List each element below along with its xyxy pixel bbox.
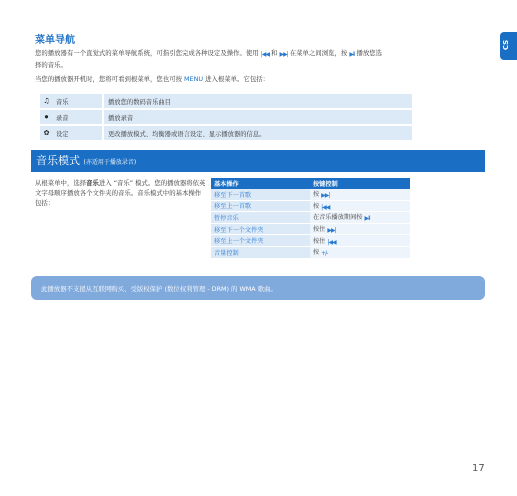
table-row: 移至下一个文件夹 按住 ▶▶| <box>211 223 410 235</box>
gear-icon: ✿ <box>40 125 53 141</box>
root-menu-paragraph: 当您的播放器开机时，您将可看到根菜单，您也可按 MENU 进入根菜单。它包括： <box>35 75 269 83</box>
root-menu-table <box>40 94 412 142</box>
next-icon: ▶▶| <box>279 51 288 58</box>
section-title: 音乐模式 <box>36 154 80 167</box>
menu-row-music: ♫ 音乐 播放您的数码音乐曲目 <box>40 94 412 109</box>
next-icon: ▶▶| <box>327 227 336 235</box>
music-mode-paragraph: 从根菜单中，选择音乐进入 “音乐” 模式。您的播放器将依英文字母顺序播放各个文件夹的音乐。音乐模式中的基本操作包括： <box>35 179 206 207</box>
section-banner <box>31 150 485 172</box>
language-tab: CS <box>500 32 517 60</box>
microphone-icon: ⏺ <box>40 109 53 125</box>
basic-operations-table <box>211 178 410 259</box>
table-row: 暂停音乐 在音乐播放期间按 ▶II <box>211 212 410 224</box>
previous-icon: |◀◀ <box>327 238 336 246</box>
section-subtitle: (亦适用于播放录音) <box>83 159 137 166</box>
next-icon: ▶▶| <box>321 192 330 200</box>
previous-icon: |◀◀ <box>260 51 269 58</box>
music-note-icon: ♫ <box>40 94 53 109</box>
menu-row-recordings: ⏺ 录音 播放录音 <box>40 109 412 125</box>
page-number: 17 <box>472 463 485 474</box>
column-header-operation: 基本操作 <box>211 178 310 189</box>
intro-paragraph: 您的播放器有一个直觉式的菜单导航系统，可指引您完成各种设定及操作。使用 |◀◀ 和 ▶▶| 在菜单之间浏览，按 ▶II 播放您选 择的音乐。 <box>35 49 383 69</box>
drm-note: 此播放器不支援从互联网购买、受版权保护 (数位权利管理 - DRM) 的 WMA 歌曲。 <box>31 276 485 300</box>
menu-row-settings: ✿ 设定 更改播放模式、均衡器或语言设定、显示播放器的信息。 <box>40 125 412 141</box>
column-header-control: 按键控制 <box>310 178 410 189</box>
table-row: 音量控制 按 +/- <box>211 246 410 258</box>
table-row: 移至下一首歌 按 ▶▶| <box>211 189 410 200</box>
table-row: 移至上一个文件夹 按住 |◀◀ <box>211 235 410 247</box>
previous-icon: |◀◀ <box>321 203 330 211</box>
play-pause-icon: ▶II <box>364 215 370 223</box>
table-row: 移至上一首歌 按 |◀◀ <box>211 200 410 212</box>
page-heading: 菜单导航 <box>35 35 75 46</box>
volume-keys: +/- <box>321 250 328 258</box>
play-pause-icon: ▶II <box>349 51 355 58</box>
menu-key-label: MENU <box>184 75 204 83</box>
